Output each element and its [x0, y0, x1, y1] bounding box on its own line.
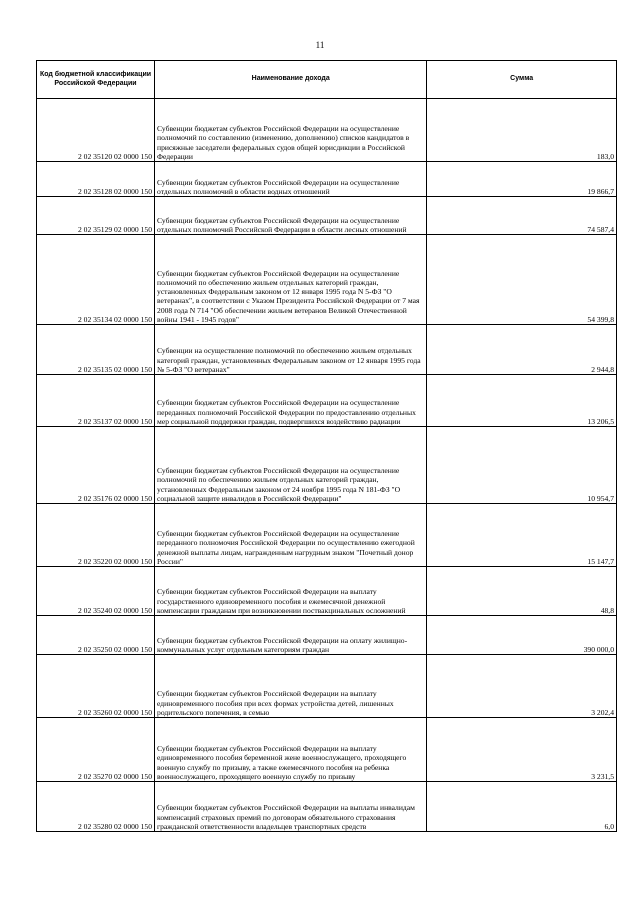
table-row	[37, 99, 617, 162]
row-code: 2 02 35280 02 0000 150	[37, 782, 155, 832]
row-code: 2 02 35250 02 0000 150	[37, 616, 155, 655]
row-name: Субвенции бюджетам субъектов Российской Федерации на выплату государственного единовременного пособия и ежемесячной денежной компенсации гражданам при возникновении поствакцинальных осложнений	[155, 567, 427, 616]
row-sum: 19 866,7	[427, 162, 617, 197]
table-row	[37, 504, 617, 567]
row-code: 2 02 35134 02 0000 150	[37, 235, 155, 325]
row-sum: 13 206,5	[427, 375, 617, 427]
table-row	[37, 616, 617, 655]
row-sum: 2 944,8	[427, 325, 617, 375]
table-row	[37, 718, 617, 782]
header-sum: Сумма	[427, 61, 617, 99]
row-code: 2 02 35260 02 0000 150	[37, 655, 155, 718]
row-name: Субвенции бюджетам субъектов Российской Федерации на осуществление переданных полномочий Российской Федерации по предоставлению отдельных мер социальной поддержки граждан, подвергшихся воздействию радиации	[155, 375, 427, 427]
row-sum: 54 399,8	[427, 235, 617, 325]
row-name: Субвенции бюджетам субъектов Российской Федерации на выплаты инвалидам компенсаций страховых премий по договорам обязательного страхования гражданской ответственности владельцев транспортных средств	[155, 782, 427, 832]
row-name: Субвенции бюджетам субъектов Российской Федерации на осуществление полномочий по обеспечению жильем отдельных категорий граждан, установленных Федеральным законом от 12 января 1995 года N 5-ФЗ "О ветеранах", в соответствии с Указом Президента Российской Федерации от 7 мая 2008 года N 714 "Об обеспечении жильем ветеранов Великой Отечественной войны 1941 - 1945 годов"	[155, 235, 427, 325]
row-code: 2 02 35270 02 0000 150	[37, 718, 155, 782]
row-sum: 390 000,0	[427, 616, 617, 655]
row-name: Субвенции бюджетам субъектов Российской Федерации на оплату жилищно-коммунальных услуг отдельным категориям граждан	[155, 616, 427, 655]
header-code: Код бюджетной классификации Российской Федерации	[37, 61, 155, 99]
row-code: 2 02 35128 02 0000 150	[37, 162, 155, 197]
row-code: 2 02 35120 02 0000 150	[37, 99, 155, 162]
table-row	[37, 325, 617, 375]
table-row	[37, 567, 617, 616]
table-row	[37, 375, 617, 427]
row-sum: 48,8	[427, 567, 617, 616]
row-sum: 74 587,4	[427, 197, 617, 235]
table-row	[37, 235, 617, 325]
row-code: 2 02 35129 02 0000 150	[37, 197, 155, 235]
page-number: 11	[315, 40, 325, 50]
table-header-row	[37, 61, 617, 99]
row-code: 2 02 35135 02 0000 150	[37, 325, 155, 375]
table-row	[37, 655, 617, 718]
row-sum: 3 231,5	[427, 718, 617, 782]
row-code: 2 02 35220 02 0000 150	[37, 504, 155, 567]
header-name: Наименование дохода	[155, 61, 427, 99]
row-sum: 15 147,7	[427, 504, 617, 567]
row-code: 2 02 35137 02 0000 150	[37, 375, 155, 427]
row-sum: 183,0	[427, 99, 617, 162]
row-name: Субвенции на осуществление полномочий по обеспечению жильем отдельных категорий граждан, установленных Федеральным законом от 12 января 1995 года № 5-ФЗ "О ветеранах"	[155, 325, 427, 375]
row-sum: 10 954,7	[427, 427, 617, 504]
row-sum: 3 202,4	[427, 655, 617, 718]
table-row	[37, 782, 617, 832]
row-code: 2 02 35176 02 0000 150	[37, 427, 155, 504]
row-name: Субвенции бюджетам субъектов Российской Федерации на выплату единовременного пособия при всех формах устройства детей, лишенных родительского попечения, в семью	[155, 655, 427, 718]
row-name: Субвенции бюджетам субъектов Российской Федерации на осуществление отдельных полномочий Российской Федерации в области лесных отношений	[155, 197, 427, 235]
row-name: Субвенции бюджетам субъектов Российской Федерации на выплату единовременного пособия беременной жене военнослужащего, проходящего военную службу по призыву, а также ежемесячного пособия на ребенка военнослужащего, проходящего военную службу по призыву	[155, 718, 427, 782]
table-row	[37, 197, 617, 235]
row-code: 2 02 35240 02 0000 150	[37, 567, 155, 616]
row-name: Субвенции бюджетам субъектов Российской Федерации на осуществление отдельных полномочий в области водных отношений	[155, 162, 427, 197]
budget-income-table	[36, 60, 617, 832]
row-name: Субвенции бюджетам субъектов Российской Федерации на осуществление полномочий по составлению (изменению, дополнению) списков кандидатов в присяжные заседатели федеральных судов общей юрисдикции в Российской Федерации	[155, 99, 427, 162]
row-sum: 6,0	[427, 782, 617, 832]
row-name: Субвенции бюджетам субъектов Российской Федерации на осуществление переданного полномочия Российской Федерации по осуществлению ежегодной денежной выплаты лицам, награжденным нагрудным знаком "Почетный донор России"	[155, 504, 427, 567]
table-row	[37, 427, 617, 504]
row-name: Субвенции бюджетам субъектов Российской Федерации на осуществление полномочий по обеспечению жильем отдельных категорий граждан, установленных Федеральным законом от 24 ноября 1995 года N 181-ФЗ "О социальной защите инвалидов в Российской Федерации"	[155, 427, 427, 504]
table-row	[37, 162, 617, 197]
